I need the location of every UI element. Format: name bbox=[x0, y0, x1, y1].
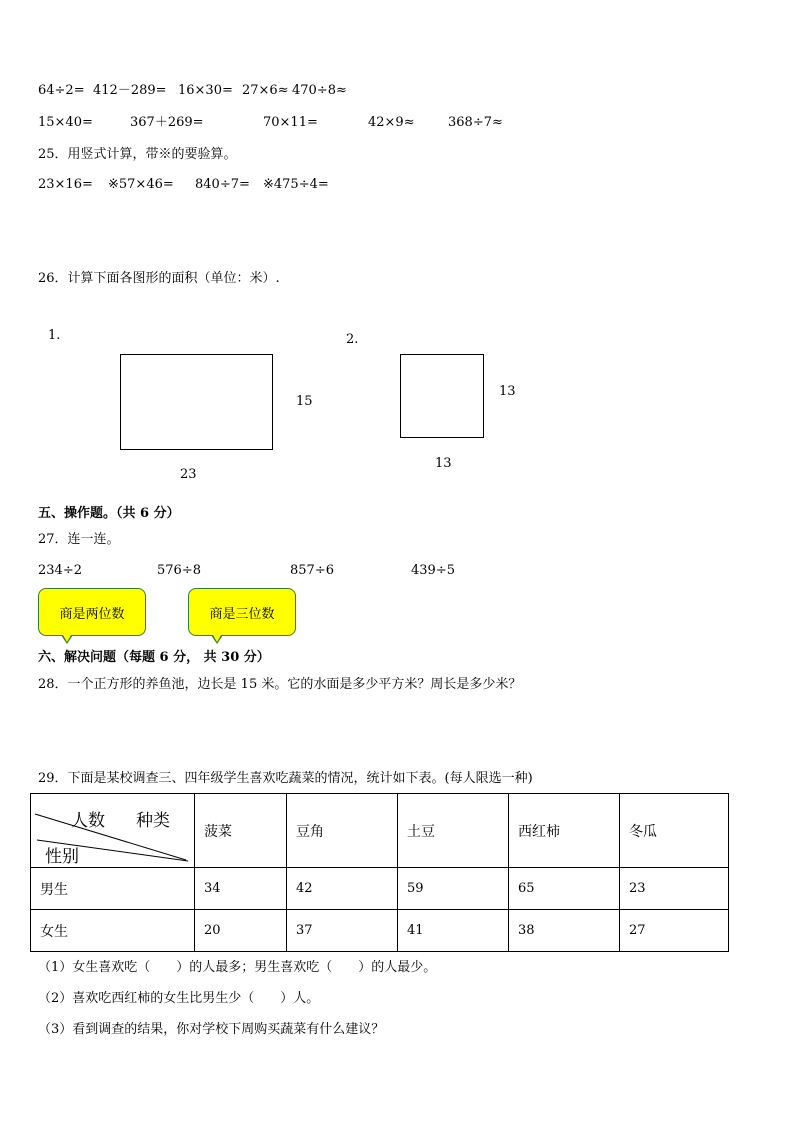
calc-item: 368÷7≈ bbox=[448, 115, 503, 130]
square-side-label-bottom: 13 bbox=[435, 456, 452, 471]
table-cell: 23 bbox=[620, 868, 729, 910]
column-header: 菠菜 bbox=[195, 794, 287, 868]
calc-item: ※57×46= bbox=[108, 177, 174, 192]
table-cell: 20 bbox=[195, 910, 287, 952]
match-item: 439÷5 bbox=[411, 563, 455, 578]
bubble-label: 商是两位数 bbox=[59, 606, 125, 622]
figure-1-number: 1. bbox=[48, 328, 61, 343]
diagonal-header-cell bbox=[31, 794, 195, 868]
row-label: 男生 bbox=[31, 868, 195, 910]
calc-item: 840÷7= bbox=[195, 177, 250, 192]
calc-item: 42×9≈ bbox=[368, 115, 415, 130]
square-side-label-right: 13 bbox=[499, 384, 516, 399]
rectangle-figure bbox=[120, 354, 273, 450]
bubble-two-digit-quotient bbox=[38, 588, 146, 636]
q29-title: 29．下面是某校调查三、四年级学生喜欢吃蔬菜的情况，统计如下表。(每人限选一种) bbox=[38, 771, 533, 786]
q25-title: 25．用竖式计算，带※的要验算。 bbox=[38, 147, 237, 162]
calc-item: 64÷2= bbox=[38, 83, 85, 98]
header-count-label: 人数 bbox=[71, 811, 105, 831]
calc-item: 367＋269= bbox=[130, 115, 204, 130]
square-figure bbox=[400, 354, 484, 438]
calc-item: 15×40= bbox=[38, 115, 93, 130]
calc-item: 470÷8≈ bbox=[292, 83, 347, 98]
table-cell: 41 bbox=[398, 910, 509, 952]
q29-sub-1: （1）女生喜欢吃（ ）的人最多；男生喜欢吃（ ）的人最少。 bbox=[38, 960, 437, 975]
table-row bbox=[31, 868, 729, 910]
calc-item: 70×11= bbox=[263, 115, 318, 130]
table-cell: 37 bbox=[287, 910, 398, 952]
row-label: 女生 bbox=[31, 910, 195, 952]
bubble-label: 商是三位数 bbox=[209, 606, 275, 622]
header-gender-label: 性别 bbox=[45, 847, 79, 867]
calc-item: 412－289= bbox=[93, 83, 167, 98]
table-cell: 34 bbox=[195, 868, 287, 910]
header-kind-label: 种类 bbox=[136, 811, 170, 831]
calc-item: ※475÷4= bbox=[263, 177, 329, 192]
q29-sub-2: （2）喜欢吃西红柿的女生比男生少（ ）人。 bbox=[38, 991, 320, 1006]
rectangle-width-label: 23 bbox=[180, 467, 197, 482]
match-item: 234÷2 bbox=[38, 563, 82, 578]
column-header: 土豆 bbox=[398, 794, 509, 868]
table-cell: 27 bbox=[620, 910, 729, 952]
match-item: 576÷8 bbox=[157, 563, 201, 578]
column-header: 西红柿 bbox=[509, 794, 620, 868]
table-cell: 42 bbox=[287, 868, 398, 910]
calc-item: 23×16= bbox=[38, 177, 93, 192]
table-cell: 65 bbox=[509, 868, 620, 910]
column-header: 冬瓜 bbox=[620, 794, 729, 868]
table-row bbox=[31, 910, 729, 952]
column-header: 豆角 bbox=[287, 794, 398, 868]
rectangle-height-label: 15 bbox=[296, 394, 313, 409]
survey-table bbox=[30, 793, 729, 952]
section-6-heading: 六、解决问题（每题 6 分， 共 30 分） bbox=[38, 650, 270, 665]
calc-item: 27×6≈ bbox=[242, 83, 289, 98]
match-item: 857÷6 bbox=[290, 563, 334, 578]
figure-2-number: 2. bbox=[346, 332, 359, 347]
bubble-three-digit-quotient bbox=[188, 588, 296, 636]
calc-item: 16×30= bbox=[178, 83, 233, 98]
table-cell: 38 bbox=[509, 910, 620, 952]
q28-text: 28．一个正方形的养鱼池，边长是 15 米。它的水面是多少平方米？周长是多少米？ bbox=[38, 677, 522, 692]
section-5-heading: 五、操作题。（共 6 分） bbox=[38, 506, 180, 521]
q27-title: 27．连一连。 bbox=[38, 532, 120, 547]
q29-sub-3: （3）看到调查的结果，你对学校下周购买蔬菜有什么建议？ bbox=[38, 1022, 385, 1037]
table-header-row bbox=[31, 794, 729, 868]
table-cell: 59 bbox=[398, 868, 509, 910]
q26-title: 26．计算下面各图形的面积（单位：米）. bbox=[38, 271, 280, 286]
